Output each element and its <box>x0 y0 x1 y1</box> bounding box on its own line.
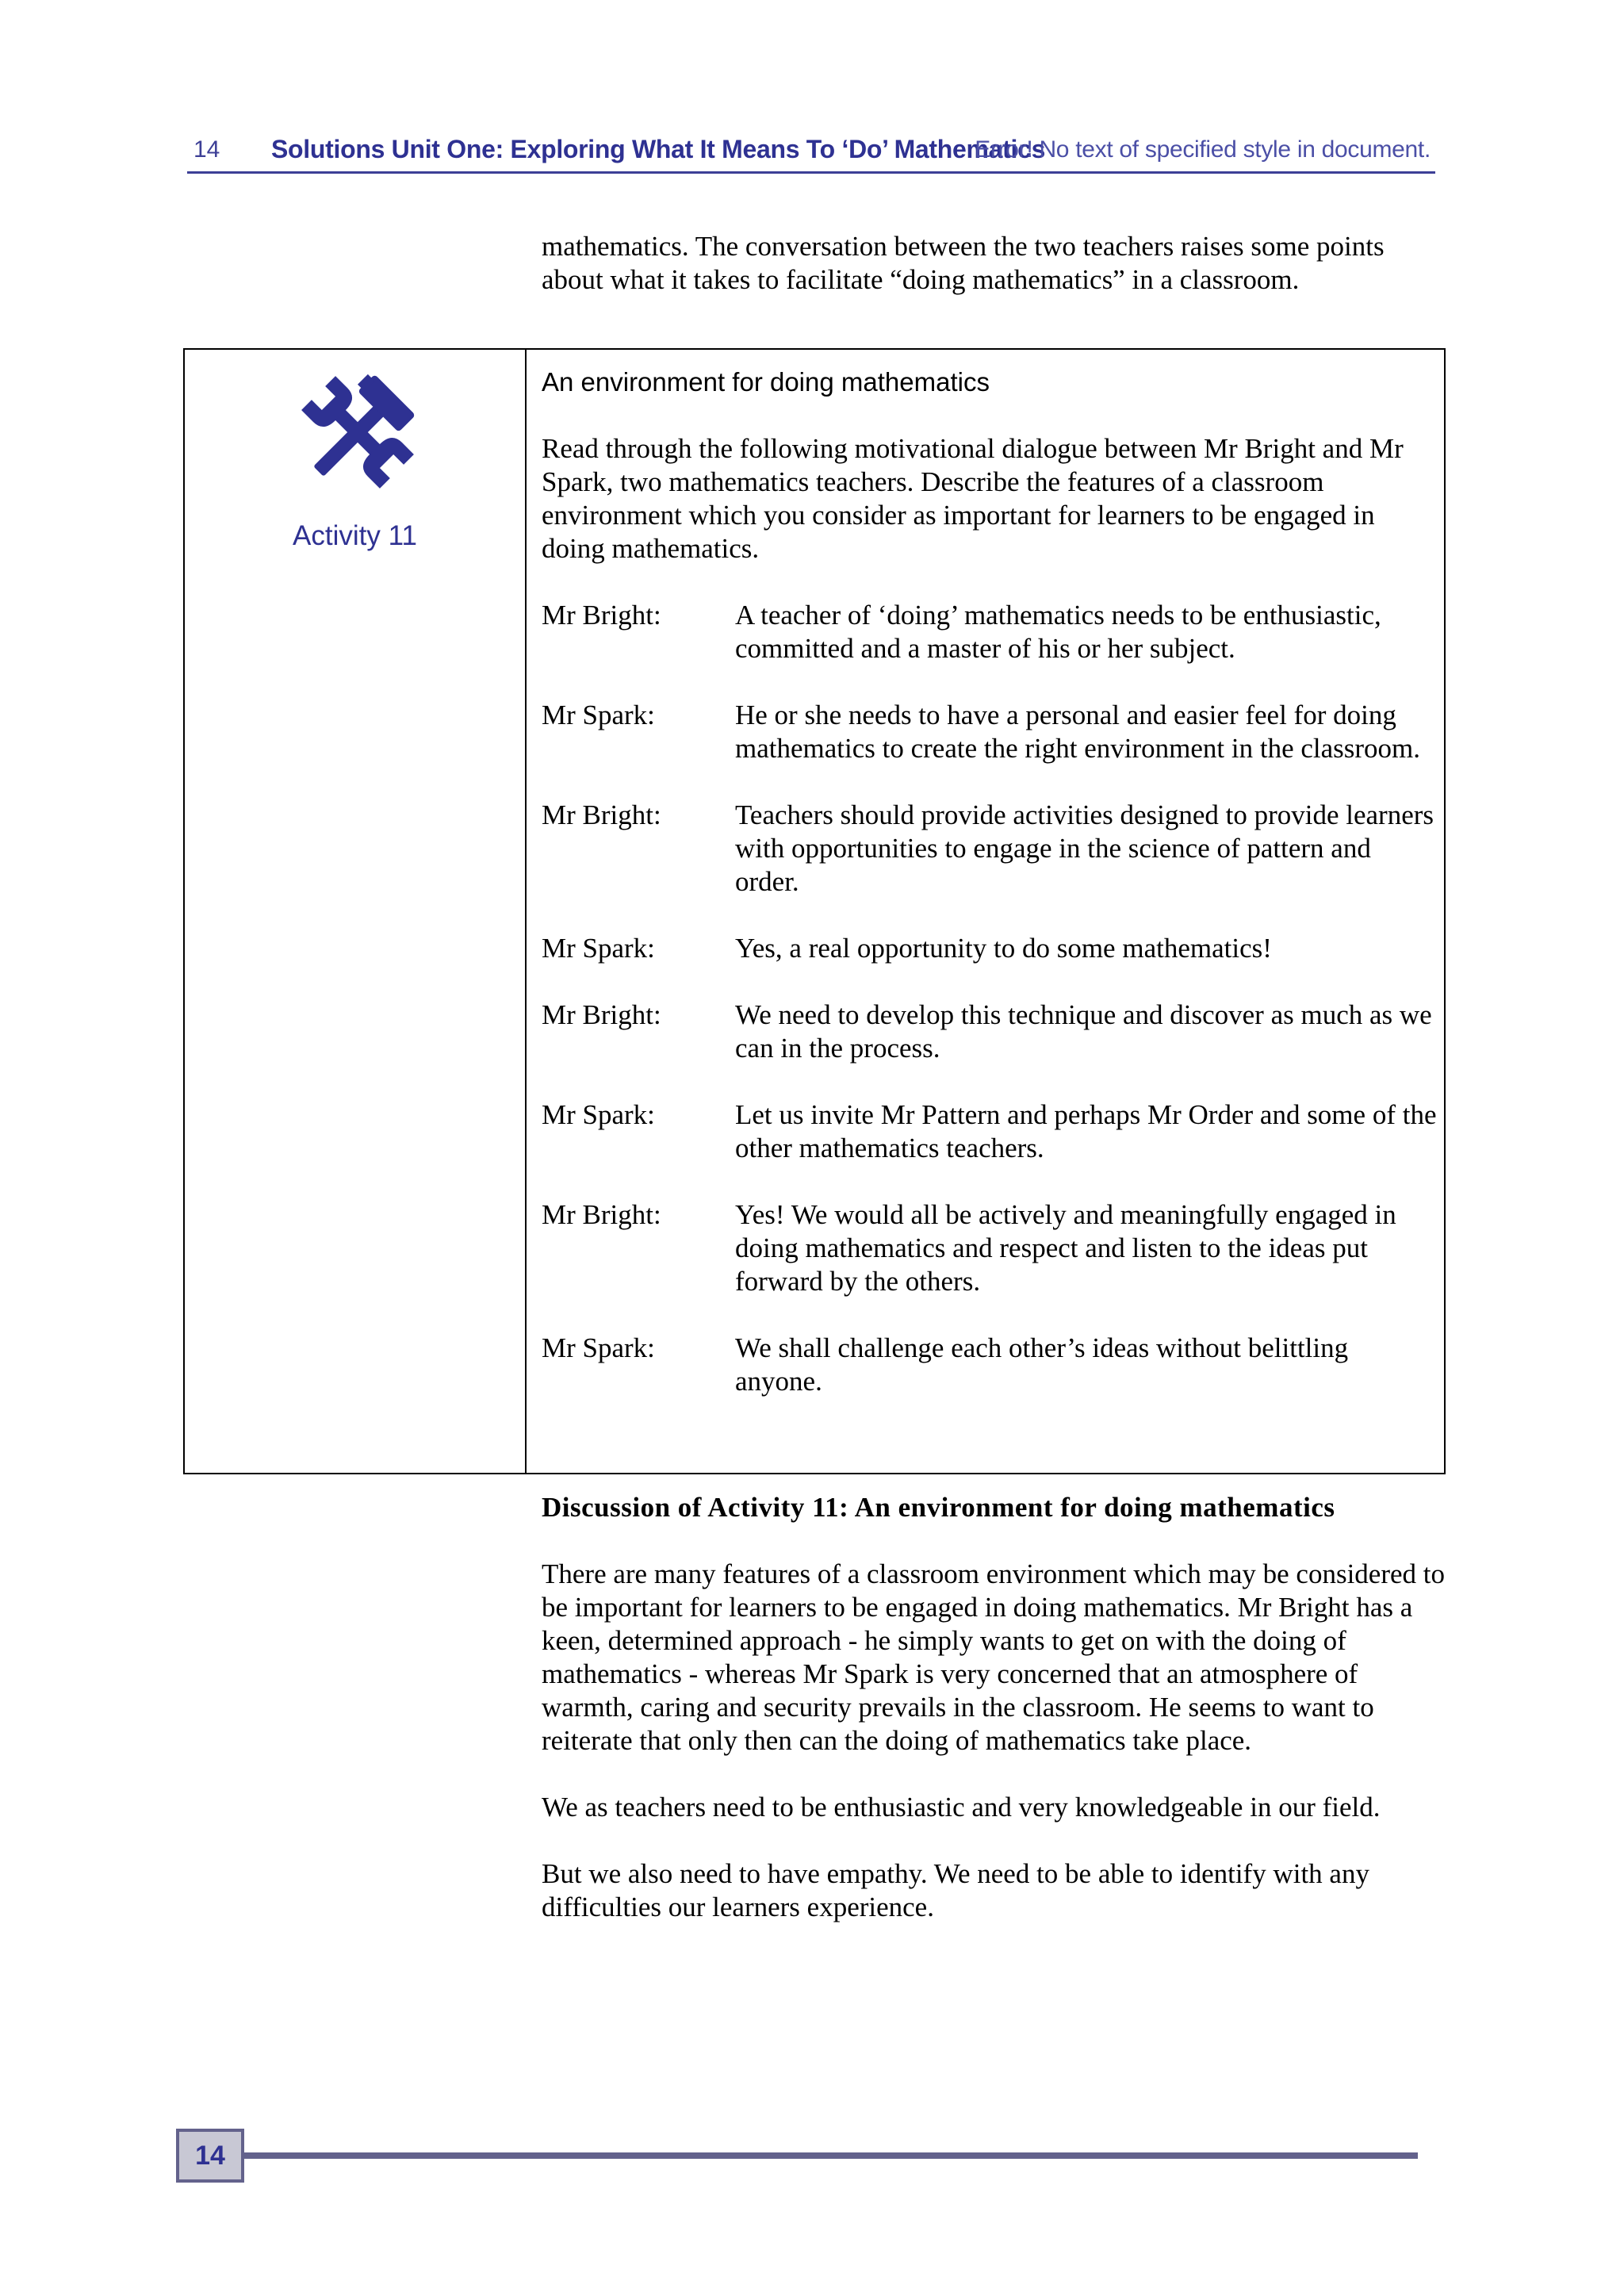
dialogue-speaker: Mr Spark: <box>542 933 655 964</box>
activity-divider <box>525 350 527 1473</box>
dialogue-row <box>542 1098 1438 1165</box>
page-header <box>187 135 1435 174</box>
dialogue-line: We need to develop this technique and discover as much as we can in the process. <box>735 999 1432 1064</box>
discussion-section <box>542 1491 1446 1957</box>
dialogue-row <box>542 1198 1438 1298</box>
dialogue-line: A teacher of ‘doing’ mathematics needs to be enthusiastic, committed and a master of his or her subject. <box>735 600 1381 664</box>
dialogue-speaker: Mr Bright: <box>542 1199 661 1230</box>
dialogue-speaker: Mr Bright: <box>542 600 661 631</box>
dialogue-row <box>542 999 1438 1065</box>
dialogue-line: Yes! We would all be actively and meaningfully engaged in doing mathematics and respect and listen to the ideas put forward by the others. <box>735 1199 1396 1297</box>
activity-content <box>542 366 1438 1432</box>
dialogue <box>542 599 1438 1398</box>
dialogue-line: Teachers should provide activities designed to provide learners with opportunities to engage in the science of pattern and order. <box>735 799 1434 897</box>
activity-label: Activity 11 <box>293 520 417 551</box>
header-page-number: 14 <box>193 136 220 163</box>
activity-box <box>183 348 1446 1474</box>
footer-page-number: 14 <box>176 2129 244 2183</box>
footer-rule <box>244 2152 1418 2159</box>
activity-instructions: Read through the following motivational dialogue between Mr Bright and Mr Spark, two mathematics teachers. Describe the features of a classroom environment which you consider as important for learners to be engaged in doing mathematics. <box>542 433 1404 564</box>
dialogue-row <box>542 699 1438 765</box>
discussion-paragraph: But we also need to have empathy. We need to be able to identify with any difficulties our learners experience. <box>542 1858 1369 1922</box>
activity-title: An environment for doing mathematics <box>542 367 990 397</box>
discussion-paragraph: There are many features of a classroom environment which may be considered to be important for learners to be engaged in doing mathematics. Mr Bright has a keen, determined approach - he simply wants to get on with the doing of mathematics - whereas Mr Spark is very concerned that an atmosphere of warmth, caring and security prevails in the classroom. He seems to want to reiterate that only then can the doing of mathematics take place. <box>542 1558 1446 1756</box>
dialogue-row <box>542 932 1438 965</box>
header-title: Solutions Unit One: Exploring What It Means To ‘Do’ Mathematics <box>271 135 1046 163</box>
dialogue-line: He or she needs to have a personal and easier feel for doing mathematics to create the right environment in the classroom. <box>735 700 1421 764</box>
dialogue-speaker: Mr Bright: <box>542 799 661 830</box>
dialogue-speaker: Mr Bright: <box>542 999 661 1030</box>
dialogue-row <box>542 599 1438 665</box>
dialogue-speaker: Mr Spark: <box>542 1332 655 1363</box>
dialogue-row <box>542 1332 1438 1398</box>
intro-paragraph: mathematics. The conversation between the two teachers raises some points about what it takes to facilitate “doing mathematics” in a classroom. <box>542 231 1385 295</box>
dialogue-speaker: Mr Spark: <box>542 1099 655 1130</box>
discussion-paragraph: We as teachers need to be enthusiastic and very knowledgeable in our field. <box>542 1792 1381 1823</box>
header-style-error: Error! No text of specified style in document. <box>975 136 1431 163</box>
dialogue-speaker: Mr Spark: <box>542 700 655 730</box>
discussion-heading: Discussion of Activity 11: An environment for doing mathematics <box>542 1492 1335 1523</box>
dialogue-line: Yes, a real opportunity to do some mathematics! <box>735 933 1272 964</box>
tools-icon <box>297 372 418 493</box>
dialogue-row <box>542 799 1438 899</box>
dialogue-line: We shall challenge each other’s ideas without belittling anyone. <box>735 1332 1349 1397</box>
dialogue-line: Let us invite Mr Pattern and perhaps Mr Order and some of the other mathematics teachers. <box>735 1099 1437 1163</box>
